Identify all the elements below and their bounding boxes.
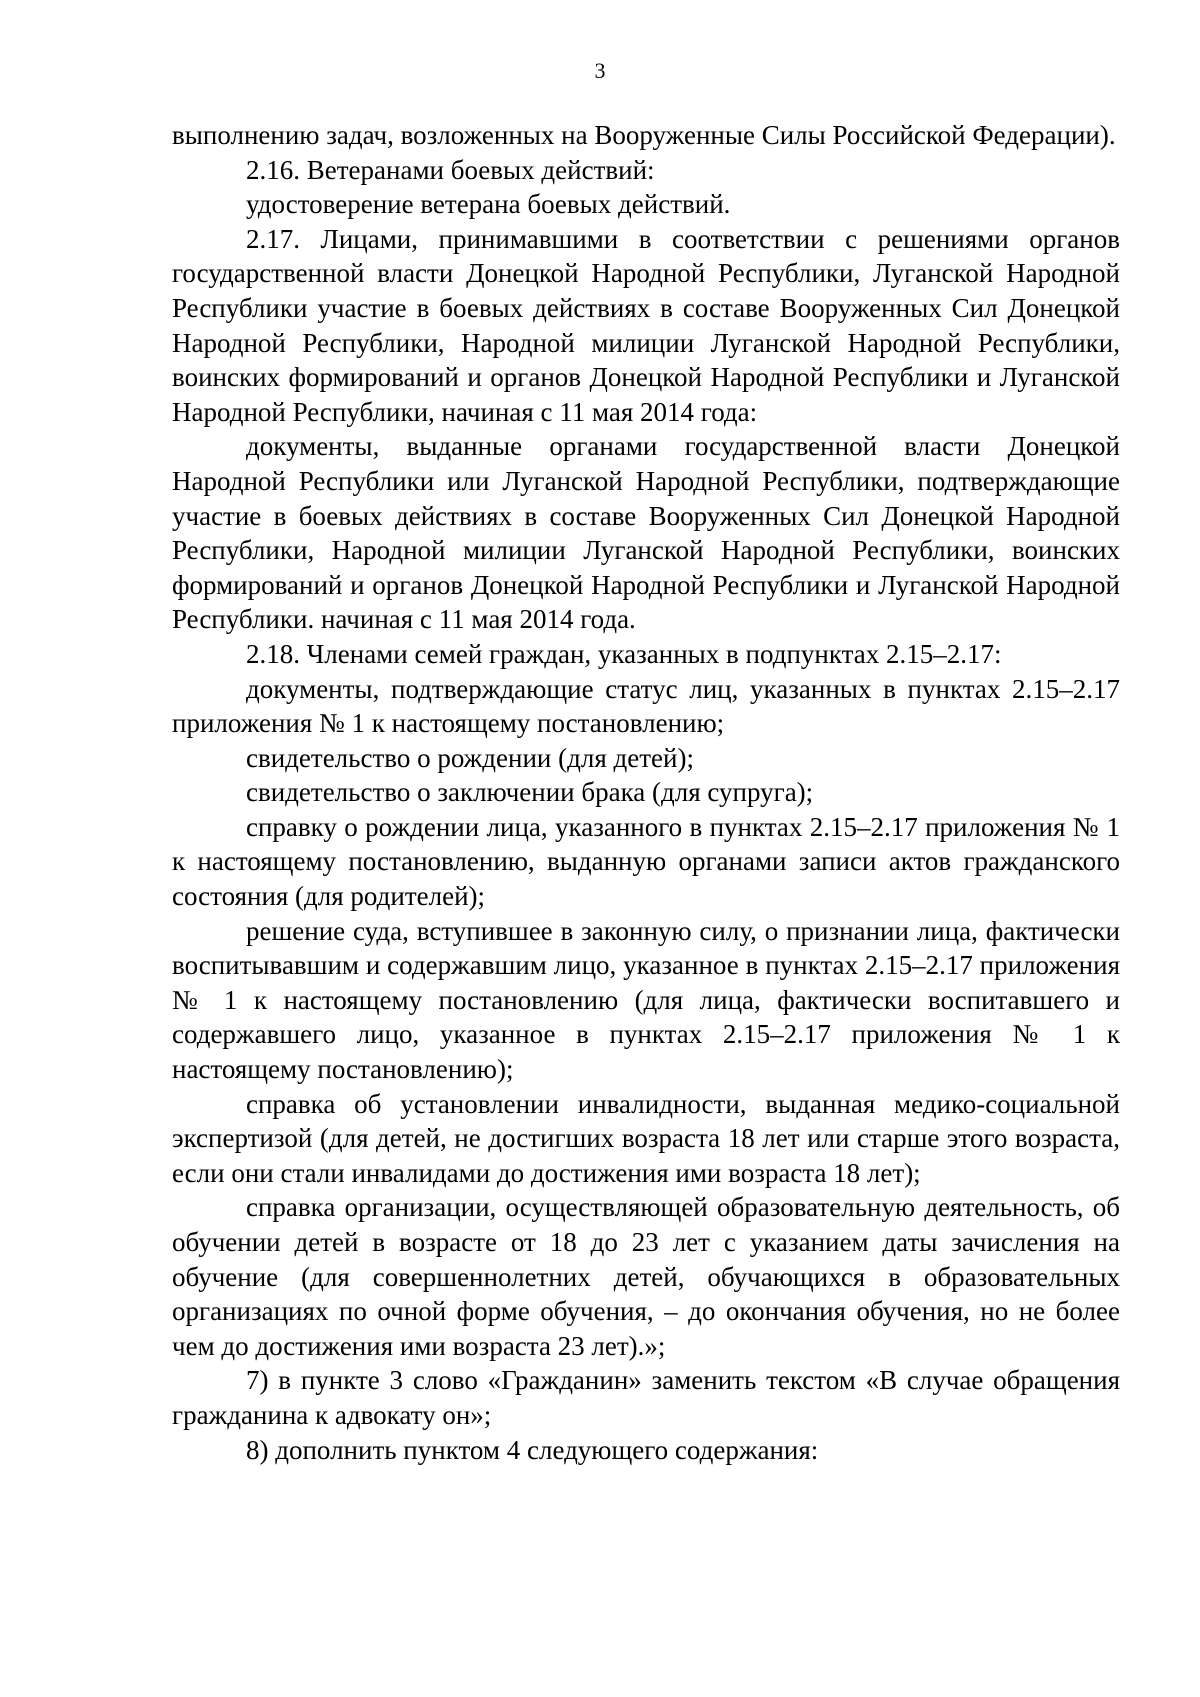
paragraph: 8) дополнить пунктом 4 следующего содержания: bbox=[246, 1434, 819, 1465]
paragraph: документы, подтверждающие статус лиц, указанных в пунктах 2.15–2.17 приложения № 1 к настоящему постановлению; bbox=[172, 673, 1120, 739]
paragraph: справка об установлении инвалидности, выданная медико-социальной экспертизой (для детей, не достигших возраста 18 лет или старше этого возраста, если они стали инвалидами до достижения ими возраста 18 лет); bbox=[172, 1088, 1120, 1188]
paragraph: выполнению задач, возложенных на Вооруженные Силы Российской Федерации). bbox=[172, 120, 1116, 150]
paragraph: справка организации, осуществляющей образовательную деятельность, об обучении детей в возрасте от 18 до 23 лет с указанием даты зачисления на обучение (для совершеннолетних детей, обучающихся в образовательных организациях по очной форме обучения, – до окончания обучения, но не более чем до достижения ими возраста 23 лет).»; bbox=[172, 1192, 1120, 1361]
paragraph: справку о рождении лица, указанного в пунктах 2.15–2.17 приложения № 1 к настоящему постановлению, выданную органами записи актов гражданского состояния (для родителей); bbox=[172, 811, 1120, 912]
document-body bbox=[172, 118, 1120, 1467]
paragraph: решение суда, вступившее в законную силу, о признании лица, фактически воспитывавшим и содержавшим лицо, указанное в пунктах 2.15–2.17 приложения № 1 к настоящему постановлению (для лица, фактически воспитавшего и содержавшего лицо, указанное в пунктах 2.15–2.17 приложения № 1 к настоящему постановлению); bbox=[172, 915, 1120, 1085]
paragraph: свидетельство о заключении брака (для супруга); bbox=[246, 777, 814, 808]
paragraph: удостоверение ветерана боевых действий. bbox=[246, 189, 731, 220]
paragraph: свидетельство о рождении (для детей); bbox=[246, 742, 694, 773]
paragraph: 2.17. Лицами, принимавшими в соответствии с решениями органов государственной власти Донецкой Народной Республики, Луганской Народной Республики участие в боевых действиях в составе Вооруженных Сил Донецкой Народной Республики, Народной милиции Луганской Народной Республики, воинских формирований и органов Донецкой Народной Республики и Луганской Народной Республики, начиная с 11 мая 2014 года: bbox=[172, 223, 1120, 427]
paragraph: 2.18. Членами семей граждан, указанных в подпунктах 2.15–2.17: bbox=[246, 638, 1002, 669]
paragraph: 7) в пункте 3 слово «Гражданин» заменить текстом «В случае обращения гражданина к адвокату он»; bbox=[172, 1365, 1120, 1430]
page-number: 3 bbox=[594, 58, 606, 83]
paragraph: документы, выданные органами государственной власти Донецкой Народной Республики или Луганской Народной Республики, подтверждающие участие в боевых действиях в составе Вооруженных Сил Донецкой Народной Республики, Народной милиции Луганской Народной Республики, воинских формирований и органов Донецкой Народной Республики и Луганской Народной Республики. начиная с 11 мая 2014 года. bbox=[172, 431, 1120, 635]
paragraph: 2.16. Ветеранами боевых действий: bbox=[246, 154, 655, 185]
